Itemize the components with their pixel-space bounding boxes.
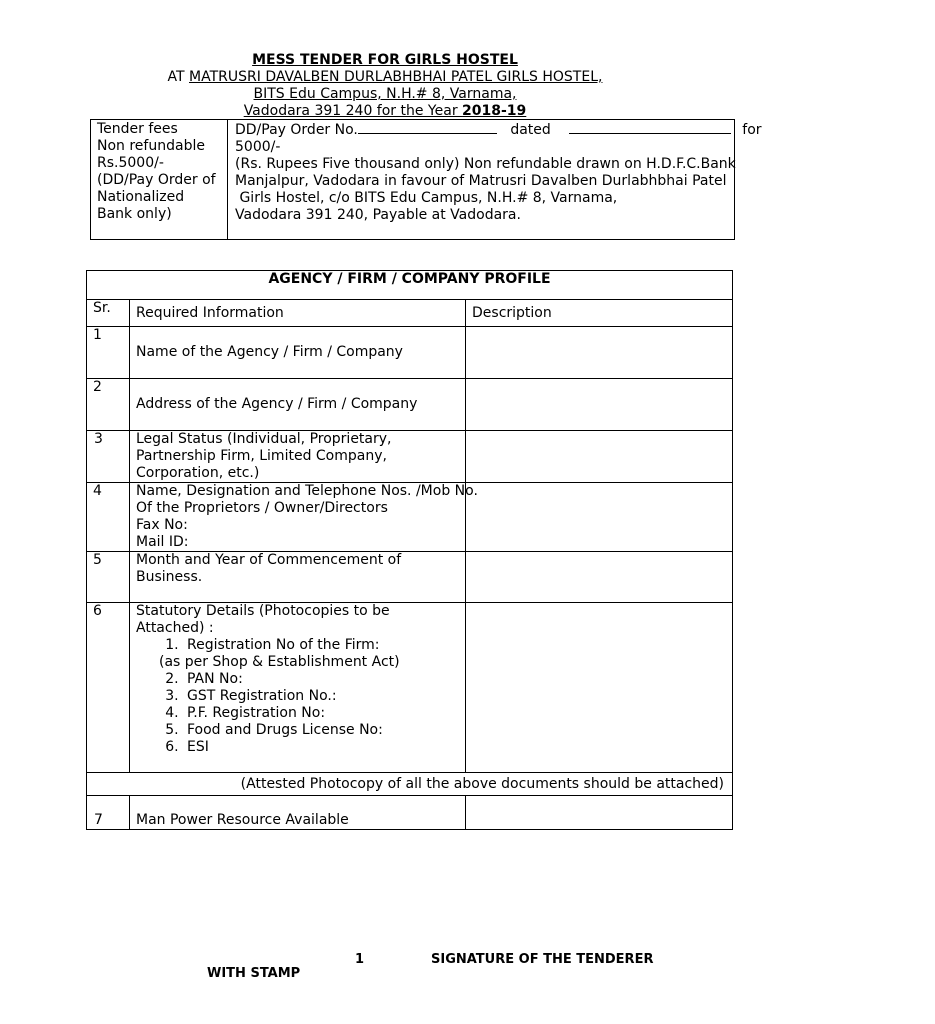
description-field[interactable] — [466, 796, 733, 830]
dd-date-blank[interactable] — [569, 121, 731, 134]
tender-fees-details: DD/Pay Order No. dated for 5000/- (Rs. Rupees Five thousand only) Non refundable drawn on H.D.F.C.Bank Manjalpur, Vadodara in favour of Matrusri Davalben Durlabhbhai Patel Girls Hostel, c/o BITS Edu Campus, N.H.# 8, Varnama, Vadodara 391 240, Payable at Vadodara. — [235, 122, 762, 223]
table-row: 3 Legal Status (Individual, Proprietary, Partnership Firm, Limited Company, Corporation, etc.) — [87, 431, 733, 483]
column-header-info: Required Information — [130, 300, 466, 327]
table-row: 2 Address of the Agency / Firm / Company — [87, 379, 733, 431]
attestation-note: (Attested Photocopy of all the above documents should be attached) — [87, 773, 733, 796]
description-field[interactable] — [466, 483, 733, 552]
hostel-name-line: AT MATRUSRI DAVALBEN DURLABHBHAI PATEL GIRLS HOSTEL, — [167, 69, 603, 85]
column-header-description: Description — [466, 300, 733, 327]
table-row: 7 Man Power Resource Available — [87, 796, 733, 830]
campus-address-line: BITS Edu Campus, N.H.# 8, Varnama, — [253, 86, 517, 102]
stamp-label: WITH STAMP — [207, 966, 301, 981]
year-line: Vadodara 391 240 for the Year 2018-19 — [243, 103, 527, 119]
table-row: 1 Name of the Agency / Firm / Company — [87, 327, 733, 379]
page-title: MESS TENDER FOR GIRLS HOSTEL — [252, 52, 518, 68]
company-profile-table — [86, 270, 733, 830]
description-field[interactable] — [466, 603, 733, 773]
column-header-sr: Sr. — [87, 300, 130, 327]
table-row: 4 Name, Designation and Telephone Nos. /Mob No. Of the Proprietors / Owner/Directors Fax No: Mail ID: — [87, 483, 733, 552]
dd-number-blank[interactable] — [358, 121, 497, 134]
profile-table-title: AGENCY / FIRM / COMPANY PROFILE — [87, 271, 733, 300]
tender-fees-label: Tender fees Non refundable Rs.5000/- (DD/Pay Order of Nationalized Bank only) — [91, 120, 228, 239]
description-field[interactable] — [466, 552, 733, 603]
description-field[interactable] — [466, 431, 733, 483]
signature-label: SIGNATURE OF THE TENDERER — [431, 952, 654, 967]
attestation-note-row — [87, 773, 733, 796]
description-field[interactable] — [466, 327, 733, 379]
tender-fees-box — [90, 119, 762, 240]
table-row: 6 Statutory Details (Photocopies to be Attached) : 1. Registration No of the Firm: (as per Shop & Establishment Act) 2. PAN No: 3. GST Registration No.: 4. P.F. Registration No: 5. Food and Drugs License No: 6. ESI — [87, 603, 733, 773]
statutory-details-list: 1. Registration No of the Firm: — [136, 637, 459, 654]
table-row: 5 Month and Year of Commencement of Business. — [87, 552, 733, 603]
page-number: 1 — [355, 952, 365, 967]
description-field[interactable] — [466, 379, 733, 431]
